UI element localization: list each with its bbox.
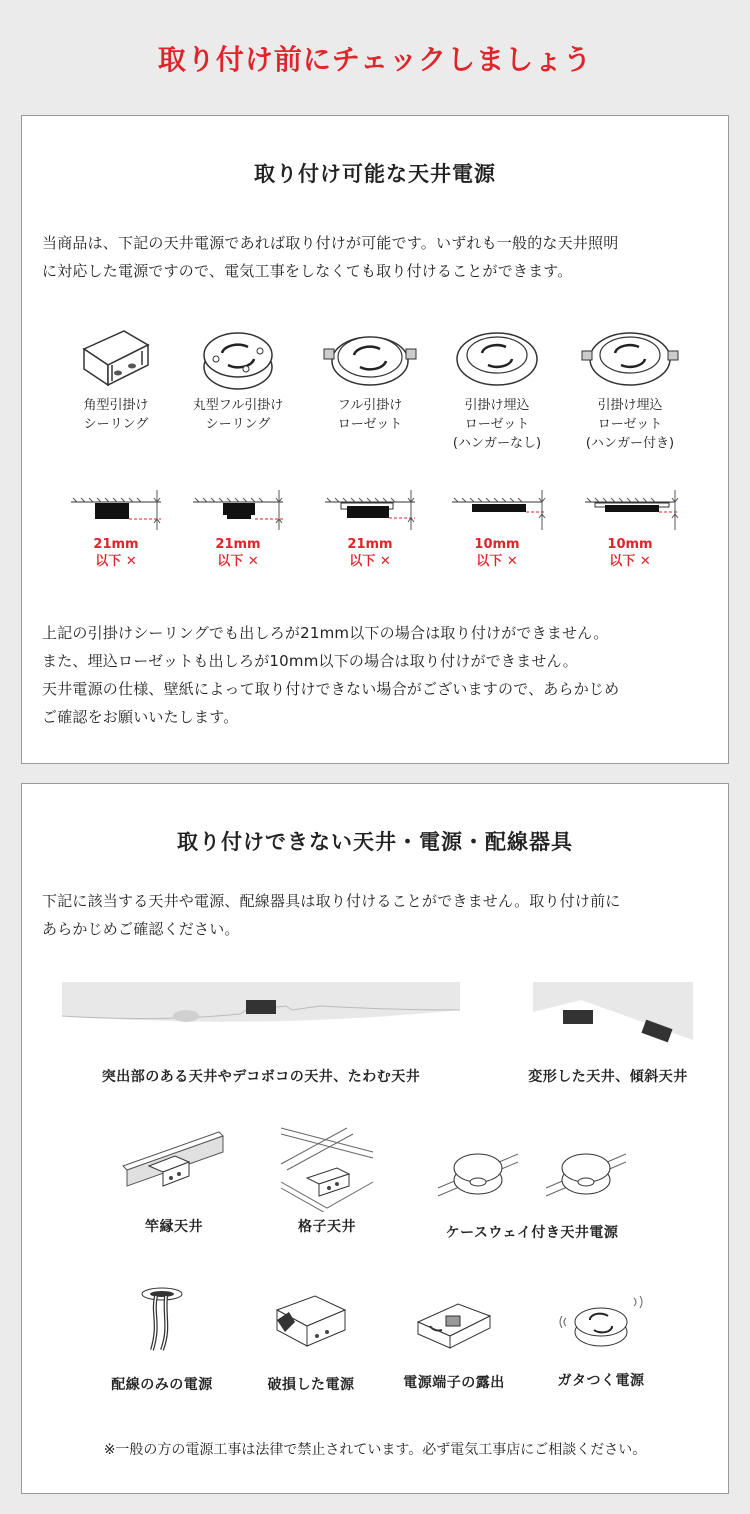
sloped-ceiling-icon xyxy=(523,980,693,1044)
type-label: 引掛け埋込 ローゼット (ハンガー付き) xyxy=(585,398,675,451)
cross-icon: ✕ xyxy=(506,554,518,569)
incompatible-card xyxy=(21,783,729,1494)
full-rosette-icon xyxy=(320,321,420,396)
bad-label: 格子天井 xyxy=(298,1219,356,1235)
limit-value: 10mm xyxy=(474,537,520,552)
bad-label: 竿縁天井 xyxy=(145,1219,203,1235)
intro-text: 下記に該当する天井や電源、配線器具は取り付けることができません。取り付け前に あらかじめご確認ください。 xyxy=(42,892,621,938)
cross-icon: ✕ xyxy=(639,554,651,569)
section-title: 取り付け可能な天井電源 xyxy=(254,162,496,186)
clearance-diagram xyxy=(309,486,431,570)
clearance-diagram-graphic xyxy=(315,486,425,532)
bad-label: 破損した電源 xyxy=(267,1377,355,1393)
limit-suffix: 以下 xyxy=(609,554,636,569)
wire-icon xyxy=(132,1284,192,1354)
caseway-power xyxy=(422,1144,642,1242)
type-full-rosette xyxy=(309,321,431,434)
type-label: 引掛け埋込 ローゼット (ハンガーなし) xyxy=(452,398,542,451)
rod-edge-ceiling xyxy=(114,1124,234,1236)
page-title: 取り付け前にチェックしましょう xyxy=(157,43,593,76)
wire-only-power xyxy=(102,1284,222,1394)
limit-suffix: 以下 xyxy=(349,554,376,569)
type-label: 角型引掛け シーリング xyxy=(83,398,149,432)
type-embedded-rosette-hanger xyxy=(569,321,691,453)
bumpy-ceiling xyxy=(60,980,462,1086)
type-round-ceiling xyxy=(177,321,299,434)
embedded-rosette-hanger-icon xyxy=(580,321,680,396)
clearance-diagram-graphic xyxy=(442,486,552,532)
grid-ceiling-icon xyxy=(277,1124,377,1212)
loose-power xyxy=(536,1292,666,1390)
limit-value: 21mm xyxy=(347,537,393,552)
clearance-diagram-graphic xyxy=(575,486,685,532)
limit-suffix: 以下 xyxy=(217,554,244,569)
compatible-power-card xyxy=(21,115,729,764)
bad-label: 変形した天井、傾斜天井 xyxy=(528,1069,688,1085)
limit-value: 10mm xyxy=(607,537,653,552)
clearance-diagram-graphic xyxy=(61,486,171,532)
rod-ceiling-icon xyxy=(119,1124,229,1196)
exposed-terminal xyxy=(394,1296,514,1392)
square-ceiling-icon xyxy=(76,321,156,396)
limit-suffix: 以下 xyxy=(476,554,503,569)
embedded-rosette-icon xyxy=(452,321,542,396)
bumpy-ceiling-icon xyxy=(60,980,462,1030)
bad-label: 突出部のある天井やデコボコの天井、たわむ天井 xyxy=(101,1069,421,1085)
limit-value: 21mm xyxy=(215,537,261,552)
type-label: フル引掛け ローゼット xyxy=(337,398,403,432)
bad-label: ケースウェイ付き天井電源 xyxy=(445,1225,619,1241)
cross-icon: ✕ xyxy=(379,554,391,569)
clearance-diagram xyxy=(177,486,299,570)
wobbly-power-icon xyxy=(556,1292,646,1352)
cross-icon: ✕ xyxy=(125,554,137,569)
limit-value: 21mm xyxy=(93,537,139,552)
exposed-terminal-icon xyxy=(414,1296,494,1352)
section-title: 取り付けできない天井・電源・配線器具 xyxy=(177,830,573,854)
notes-text: 上記の引掛けシーリングでも出しろが21mm以下の場合は取り付けができません。 また、埋込ローゼットも出しろが10mm以下の場合は取り付けができません。 天井電源の仕様、壁紙によって取り付けできない場合がございますので、あらかじめ ご確認をお願いいたします。 xyxy=(42,624,620,726)
bad-label: 電源端子の露出 xyxy=(403,1375,505,1391)
clearance-diagram-graphic xyxy=(183,486,293,532)
type-label: 丸型フル引掛け シーリング xyxy=(192,398,284,432)
footnote: ※一般の方の電源工事は法律で禁止されています。必ず電気工事店にご相談ください。 xyxy=(103,1442,647,1458)
type-embedded-rosette xyxy=(436,321,558,453)
clearance-diagram xyxy=(436,486,558,570)
clearance-diagram xyxy=(569,486,691,570)
caseway-icon xyxy=(422,1144,642,1206)
deformed-ceiling xyxy=(518,980,698,1086)
round-ceiling-icon xyxy=(198,321,278,396)
bad-label: ガタつく電源 xyxy=(557,1373,645,1389)
bad-label: 配線のみの電源 xyxy=(111,1377,213,1393)
type-square-ceiling xyxy=(55,321,177,434)
limit-suffix: 以下 xyxy=(95,554,122,569)
grid-ceiling xyxy=(272,1124,382,1236)
damaged-power-icon xyxy=(271,1292,351,1354)
intro-text: 当商品は、下記の天井電源であれば取り付けが可能です。いずれも一般的な天井照明 に対応した電源ですので、電気工事をしなくても取り付けることができます。 xyxy=(42,234,619,280)
damaged-power xyxy=(256,1292,366,1394)
cross-icon: ✕ xyxy=(247,554,259,569)
clearance-diagram xyxy=(55,486,177,570)
